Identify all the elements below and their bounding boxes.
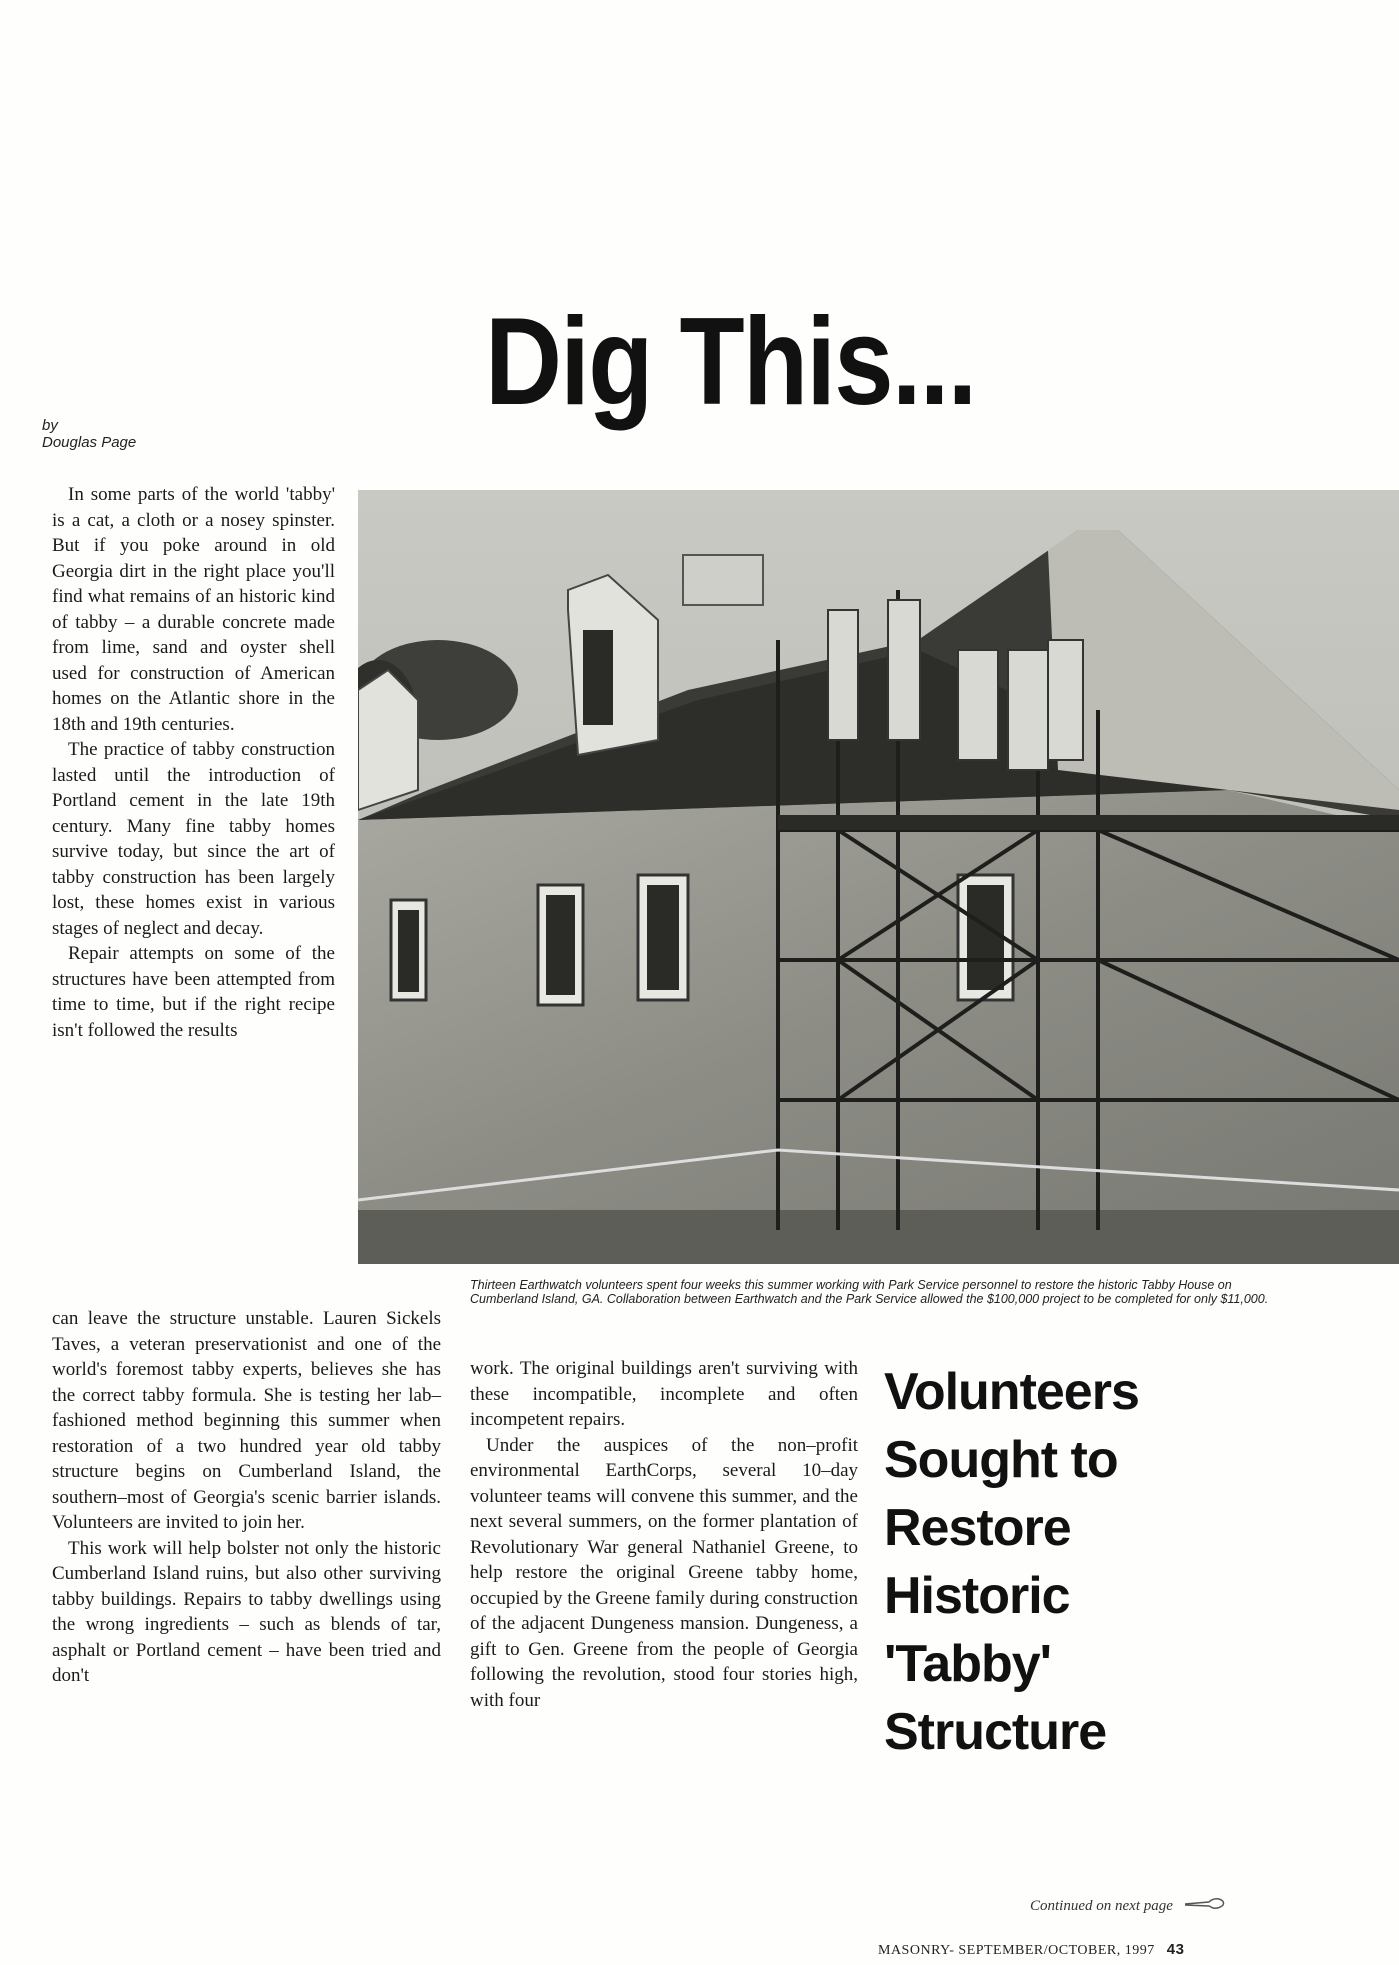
paragraph: This work will help bolster not only the historic Cumberland Island ruins, but also other surviving tabby buildings. Repairs to tabby dwellings using the wrong ingredients – such as blends of tar, asphalt or Portland cement – have been tried and don't: [52, 1537, 441, 1686]
photo-illustration: [358, 490, 1399, 1264]
paragraph: Under the auspices of the non–profit environmental EarthCorps, several 10–day volunteer teams will convene this summer, and the next several summers, on the former plantation of Revolutionary War general Nathaniel Greene, to help restore the original Greene tabby home, occupied by the Greene family during construction of the adjacent Dungeness mansion. Dungeness, a gift to Gen. Greene from the people of Georgia following the revolution, stood four stories high, with four: [470, 1434, 858, 1711]
headline-line: Volunteers: [884, 1363, 1139, 1421]
sub-headline: [884, 1358, 1354, 1766]
paragraph: can leave the structure unstable. Lauren Sickels Taves, a veteran preservationist and one of the world's foremost tabby experts, believes she has the correct tabby formula. She is testing her lab–fashioned method beginning this summer when restoration of a two hundred year old tabby structure begins on Cumberland Island, the southern–most of Georgia's scenic barrier islands. Volunteers are invited to join her.: [52, 1308, 441, 1533]
tabby-house-photo: [358, 490, 1399, 1264]
paragraph: The practice of tabby construction lasted until the introduction of Portland cement in the late 19th century. Many fine tabby homes survive today, but since the art of tabby construction has been largely lost, these homes exist in various stages of neglect and decay.: [52, 739, 335, 939]
photo-caption: Thirteen Earthwatch volunteers spent four weeks this summer working with Park Service personnel to restore the historic Tabby House on Cumberland Island, GA. Collaboration between Earthwatch and the Park Service allowed the $100,000 project to be completed for only $11,000.: [470, 1278, 1269, 1306]
footer-publication: MASONRY- SEPTEMBER/OCTOBER, 1997: [878, 1943, 1155, 1958]
page-footer: [878, 1941, 1184, 1959]
paragraph: Repair attempts on some of the structures have been attempted from time to time, but if the right recipe isn't followed the results: [52, 943, 335, 1041]
body-column-2: [470, 1356, 858, 1713]
article-title: Dig This...: [485, 293, 976, 431]
paragraph: In some parts of the world 'tabby' is a cat, a cloth or a nosey spinster. But if you poke around in old Georgia dirt in the right place you'll find what remains of an historic kind of tabby – a durable concrete made from lime, sand and oyster shell used for construction of American homes on the Atlantic shore in the 18th and 19th centuries.: [52, 484, 335, 735]
headline-line: Historic: [884, 1567, 1070, 1625]
body-column-1-continued: [52, 1306, 441, 1689]
page-number: 43: [1166, 1941, 1185, 1958]
body-column-1: [52, 482, 335, 1043]
pointing-hand-icon: [1185, 1897, 1225, 1916]
continued-note[interactable]: [1030, 1897, 1225, 1916]
headline-line: Restore: [884, 1499, 1071, 1557]
paragraph: work. The original buildings aren't surviving with these incompatible, incomplete and often incompetent repairs.: [470, 1358, 858, 1430]
headline-line: 'Tabby': [884, 1635, 1052, 1693]
headline-line: Structure: [884, 1703, 1107, 1761]
continued-text: Continued on next page: [1030, 1897, 1173, 1914]
byline-by: by: [42, 417, 58, 434]
headline-line: Sought to: [884, 1431, 1118, 1489]
byline: [42, 417, 136, 451]
byline-author: Douglas Page: [42, 434, 137, 451]
